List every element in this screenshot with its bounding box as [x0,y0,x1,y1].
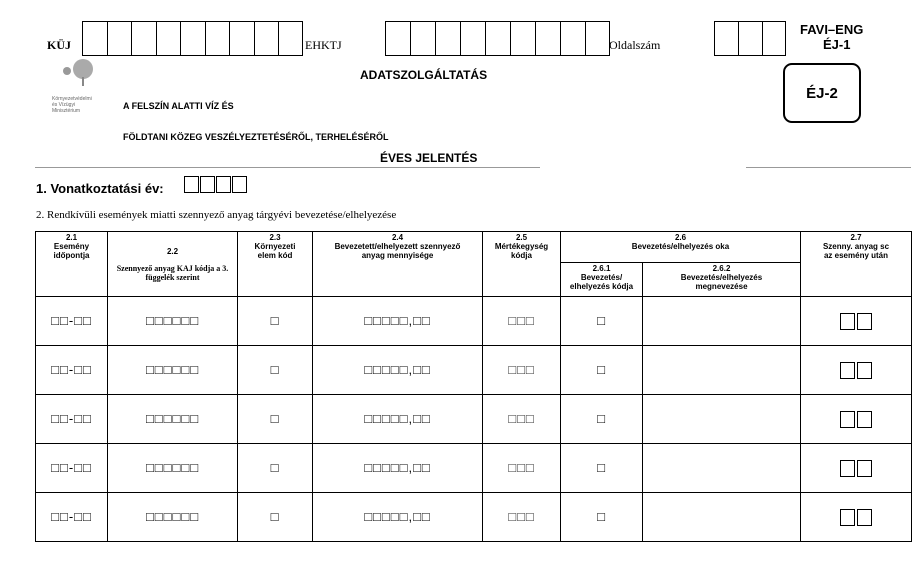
cell-kaj-code[interactable]: □□□□□□ [108,493,238,542]
cell-env-element[interactable]: □ [238,444,313,493]
reference-year-label: 1. Vonatkoztatási év: [36,181,164,196]
cell-quantity[interactable]: □□□□□,□□ [313,493,483,542]
cell-reason-name[interactable] [643,346,801,395]
form-code-sub: ÉJ-1 [823,37,851,52]
cell-unit-code[interactable]: □□□ [483,493,561,542]
form-badge [783,63,861,123]
cell-env-element[interactable]: □ [238,493,313,542]
cell-event-date[interactable]: □□-□□ [36,493,108,542]
header-reason-code: 2.6.1 Bevezetés/ elhelyezés kódja [561,263,643,297]
divider-right [746,167,911,168]
cell-pollutant-after[interactable] [801,297,912,346]
kuj-input-boxes[interactable] [82,21,303,56]
cell-event-date[interactable]: □□-□□ [36,444,108,493]
table-row [36,395,912,444]
header-reason-name: 2.6.2 Bevezetés/elhelyezés megnevezése [643,263,801,297]
cell-reason-code[interactable]: □ [561,444,643,493]
table-row [36,346,912,395]
cell-quantity[interactable]: □□□□□,□□ [313,297,483,346]
cell-event-date[interactable]: □□-□□ [36,297,108,346]
table-row [36,493,912,542]
title-line2: FÖLDTANI KÖZEG VESZÉLYEZTETÉSÉRŐL, TERHELÉSÉRŐL [123,132,389,142]
header-kaj-code [108,232,238,297]
cell-unit-code[interactable]: □□□ [483,444,561,493]
page-title: ADATSZOLGÁLTATÁS [360,68,488,82]
cell-event-date[interactable]: □□-□□ [36,395,108,444]
cell-kaj-code[interactable]: □□□□□□ [108,297,238,346]
logo-text-line2: és Vízügyi [52,102,76,108]
table-row [36,297,912,346]
header-unit-code: 2.5 Mértékegység kódja [483,232,561,297]
cell-quantity[interactable]: □□□□□,□□ [313,395,483,444]
cell-quantity[interactable]: □□□□□,□□ [313,444,483,493]
cell-quantity[interactable]: □□□□□,□□ [313,346,483,395]
cell-event-date[interactable]: □□-□□ [36,346,108,395]
cell-reason-code[interactable]: □ [561,297,643,346]
cell-env-element[interactable]: □ [238,297,313,346]
cell-unit-code[interactable]: □□□ [483,346,561,395]
cell-pollutant-after[interactable] [801,444,912,493]
cell-reason-name[interactable] [643,297,801,346]
cell-reason-name[interactable] [643,493,801,542]
header-env-element: 2.3 Környezeti elem kód [238,232,313,297]
logo-text-line1: Környezetvédelmi [52,96,92,102]
header-event-date: 2.1 Esemény időpontja [36,232,108,297]
logo-text-line3: Minisztérium [52,108,81,114]
header-pollutant-after: 2.7 Szenny. anyag sc az esemény után [801,232,912,297]
section2-label: 2. Rendkívüli események miatti szennyező anyag tárgyévi bevezetése/elhelyezése [36,209,397,221]
header-quantity: 2.4 Bevezetett/elhelyezett szennyező anyag mennyisége [313,232,483,297]
reference-year-boxes[interactable] [184,176,247,193]
kuj-label: KÜJ [47,38,71,52]
ehktj-label: EHKTJ [305,38,342,52]
header-kaj-code-num: 2.2 [166,247,179,256]
form-badge-label: ÉJ-2 [806,84,838,102]
form-code-top: FAVI–ENG [800,22,864,37]
tree-icon [58,58,98,88]
title-line1: A FELSZÍN ALATTI VÍZ ÉS [123,101,234,111]
cell-reason-name[interactable] [643,395,801,444]
title-line3: ÉVES JELENTÉS [380,151,478,165]
cell-unit-code[interactable]: □□□ [483,297,561,346]
oldalszam-label: Oldalszám [609,38,661,52]
header-reason: 2.6 Bevezetés/elhelyezés oka [561,232,801,263]
ehktj-input-boxes[interactable] [385,21,610,56]
cell-kaj-code[interactable]: □□□□□□ [108,395,238,444]
cell-reason-code[interactable]: □ [561,493,643,542]
cell-kaj-code[interactable]: □□□□□□ [108,444,238,493]
cell-kaj-code[interactable]: □□□□□□ [108,346,238,395]
cell-reason-name[interactable] [643,444,801,493]
divider-left [35,167,540,168]
table-row [36,444,912,493]
cell-env-element[interactable]: □ [238,346,313,395]
cell-env-element[interactable]: □ [238,395,313,444]
header-kaj-code-text: Szennyező anyag KAJ kódja a 3. függelék szerint [116,264,229,283]
cell-pollutant-after[interactable] [801,395,912,444]
cell-reason-code[interactable]: □ [561,395,643,444]
events-table [35,231,912,542]
cell-pollutant-after[interactable] [801,346,912,395]
cell-pollutant-after[interactable] [801,493,912,542]
cell-reason-code[interactable]: □ [561,346,643,395]
ministry-logo [52,58,112,120]
cell-unit-code[interactable]: □□□ [483,395,561,444]
oldalszam-input-boxes[interactable] [714,21,786,56]
